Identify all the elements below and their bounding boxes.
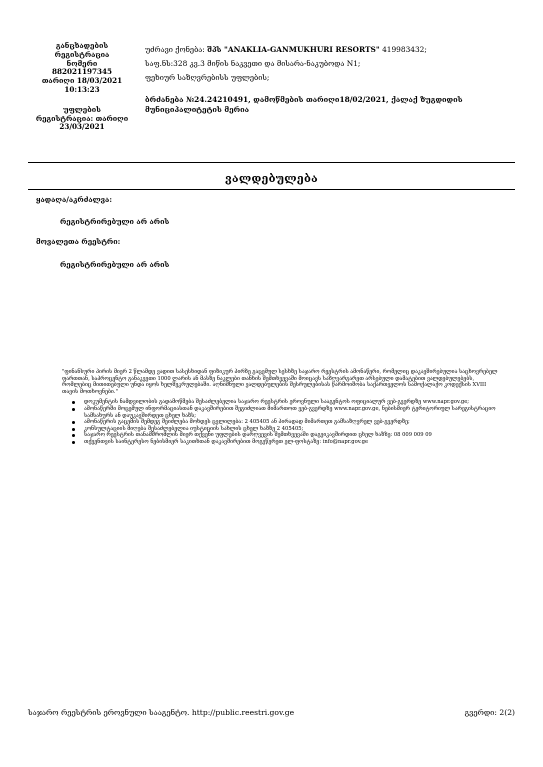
list-item: დოკუმენტის ნამდვილობის გადამოწმება შესაძლებელია საჯარო რეესტრის ეროვნული სააგენტოს ოფიციალურ ვებ-გვერდზე www.napr.gov.ge; <box>84 399 502 406</box>
section-title: ვალდებულება <box>224 172 319 185</box>
order-line: ბრძანება №24.24210491, დამოწმების თარიღი18/02/2021, ქალაქ ზუგდიდის <box>145 95 463 104</box>
list-item: საჯარო რეესტრის თანამშრომლის მიერ თქვენი უფლების დარღვევის შემთხვევაში დაგვიკავშირდით ცხელ ხაზზე: 08 009 009 09 <box>84 432 502 439</box>
seizure-label: ყადაღა/აკრძალვა: <box>36 195 112 204</box>
list-item: ამონაწერში მოცემულ ინფორმაციასთან დაკავშირებით შეგიძლიათ მიმართოთ ვებ-გვერდზე www.napr.gov.ge, ნებისმიერ ტერიტორიულ სარეგისტრაციო სამსახურს ან დაუკავშირდეთ ცხელ ხაზს; <box>84 406 502 419</box>
notes-block <box>62 369 502 446</box>
page-number: გვერდი: 2(2) <box>464 708 515 717</box>
notes-list <box>62 399 502 445</box>
claim-value: რეგისტრირებული არ არის <box>60 260 170 269</box>
list-item: კონსულტაციის მიღება შესაძლებელია იუსტიციის სახლის ცხელ ხაზზე 2 405405; <box>84 426 502 433</box>
registration-line: რეგისტრაცია <box>54 49 110 59</box>
owner-line <box>145 45 525 55</box>
list-item: ამონაწერის გაცემის შემდეგ შეიძლება მოხდეს ცვლილება: 2 405405 ან პირადად მიმართეთ გამსაზღვრელ ვებ-გვერდზე; <box>84 419 502 426</box>
registration-number: 882021197345 <box>51 67 112 77</box>
owner-label: უძრავი ქონება: <box>145 45 205 54</box>
list-item: თქვენთვის საინტერესო ნებისმიერ საკითხთან დაკავშირებით მოგვწერეთ ელ-ფოსტაზე: info@napr.gov.ge <box>84 439 502 446</box>
registration-block <box>28 42 136 132</box>
notes-intro: "ფინანსური პირის მიერ 2 წლამდე ვადით სასესხიდან ფიზიკურ პირზე გაცემულ სესხზე საჯარო რეესტრის ამონაწერი, რომელიც დაკავშირებულია საცხოვრებელ ფართთან, საპროცენტო განაკვეთი 1000 ლარის ან მასზე ნაკლები თანხის შემთხვევაში მოიცავს საზღვარგარეთ არსებული დამატებით ვალდებულებებს, რომლებიც მითითებული უნდა იყოს ხელშეკრულებაში. აღნიშნული ვალდებულების შესრულებისას წარმოიშობა საქართველოს სამოქალაქო კოდექსის XVIII თავის მოთხოვნები." <box>62 369 498 395</box>
property-block <box>145 45 525 119</box>
registration-line: ნომერი <box>66 58 98 68</box>
prep-line: უფლების <box>63 104 101 114</box>
divider-bottom <box>28 189 515 190</box>
registration-date: თარიღი 18/03/2021 <box>41 76 123 86</box>
order-line-2: მუნიციპალიტეტის მერია <box>145 105 250 114</box>
registration-line: განცხადების <box>55 41 109 50</box>
property-address: საფ.ნს:328 კვ.3 მიწის ნაკვეთი და მისარა-ნაკუბოდა N1; <box>145 59 361 68</box>
registration-time: 10:13:23 <box>64 84 100 94</box>
footer-agency: საჯარო რეესტრის ეროვნული სააგენტო. http://public.reestri.gov.ge <box>28 708 295 717</box>
seizure-value: რეგისტრირებული არ არის <box>60 217 170 226</box>
claim-label: მოვალეთა რეესტრი: <box>36 237 121 246</box>
divider-top <box>28 162 515 163</box>
prep-date: 23/03/2021 <box>59 122 105 132</box>
prep-line: რეგისტრაცია: თარიღი <box>35 113 129 123</box>
property-zone: ფეხიურ საზღვრებისს უფლების; <box>145 73 270 82</box>
owner-name: შპს "ANAKLIA-GANMUKHURI RESORTS" <box>207 45 380 54</box>
owner-id: 419983432; <box>382 45 427 54</box>
